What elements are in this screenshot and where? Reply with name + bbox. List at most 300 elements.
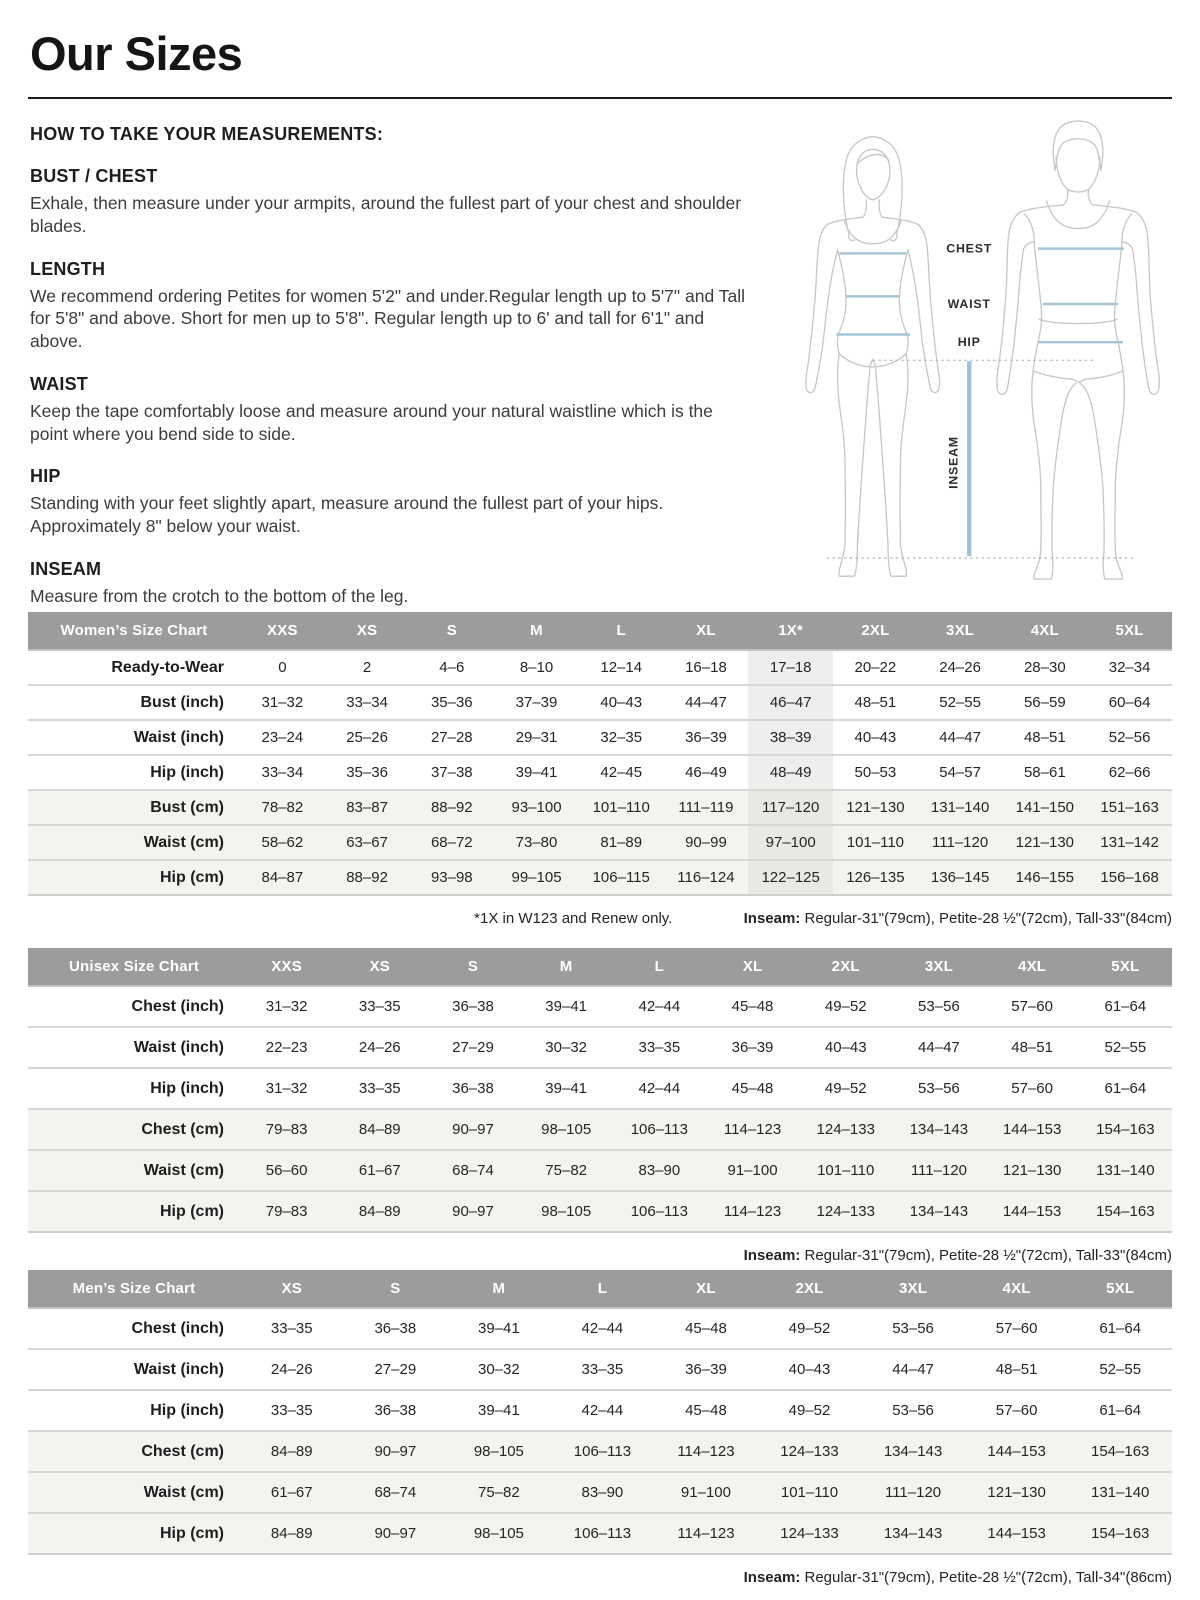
womens-inseam-note: Inseam: Regular-31"(79cm), Petite-28 ½"(72cm), Tall-33"(84cm) bbox=[743, 910, 1172, 927]
size-cell: 45–48 bbox=[731, 1080, 774, 1097]
size-cell: 27–28 bbox=[430, 729, 473, 746]
size-cell: 31–32 bbox=[261, 694, 304, 711]
table-header-row bbox=[28, 948, 1172, 986]
size-cell: 58–61 bbox=[1023, 764, 1066, 781]
size-cell: 144–153 bbox=[987, 1525, 1046, 1542]
size-cell: 131–140 bbox=[1096, 1162, 1155, 1179]
man-figure-outline bbox=[997, 121, 1160, 579]
size-cell: 52–55 bbox=[939, 694, 981, 711]
size-cell: 124–133 bbox=[780, 1443, 839, 1460]
mens-table-footnotes bbox=[28, 1569, 1172, 1586]
table-header-row bbox=[28, 612, 1172, 650]
size-cell: 45–48 bbox=[685, 1402, 727, 1419]
size-cell: 61–67 bbox=[358, 1162, 401, 1179]
size-cell: 35–36 bbox=[430, 694, 473, 711]
size-column-header: S bbox=[409, 612, 494, 650]
section-body-bust-chest: Exhale, then measure under your armpits, around the fullest part of your chest and shoulder blades. bbox=[30, 193, 742, 236]
table-row bbox=[28, 986, 1172, 1027]
size-cell: 98–105 bbox=[473, 1443, 524, 1460]
size-cell: 27–29 bbox=[374, 1361, 417, 1378]
size-cell: 121–130 bbox=[846, 799, 905, 816]
size-cell: 33–35 bbox=[358, 1080, 401, 1097]
size-cell: 33–35 bbox=[358, 998, 401, 1015]
size-cell: 49–52 bbox=[788, 1402, 831, 1419]
size-column-header: XL bbox=[706, 948, 799, 986]
womens-size-chart-section bbox=[28, 612, 1172, 927]
size-column-header: M bbox=[520, 948, 613, 986]
size-column-header: 3XL bbox=[918, 612, 1003, 650]
inseam-label: INSEAM bbox=[946, 436, 961, 489]
row-label: Hip (inch) bbox=[150, 763, 224, 781]
section-body-hip: Standing with your feet slightly apart, measure around the fullest part of your hips. Approximately 8" below your waist. bbox=[30, 493, 664, 536]
size-cell: 36–38 bbox=[374, 1320, 417, 1337]
size-cell: 106–115 bbox=[592, 869, 650, 886]
size-cell: 106–113 bbox=[630, 1203, 688, 1220]
size-column-header: XS bbox=[325, 612, 410, 650]
size-cell: 57–60 bbox=[995, 1320, 1038, 1337]
size-cell: 61–64 bbox=[1104, 1080, 1147, 1097]
waist-label: WAIST bbox=[947, 296, 991, 311]
table-row bbox=[28, 1349, 1172, 1390]
table-row bbox=[28, 1109, 1172, 1150]
size-cell: 42–44 bbox=[581, 1320, 624, 1337]
size-cell: 42–44 bbox=[638, 1080, 681, 1097]
size-column-header: 5XL bbox=[1087, 612, 1172, 650]
row-label: Waist (inch) bbox=[133, 1360, 224, 1378]
size-cell: 0 bbox=[278, 659, 287, 676]
row-label: Hip (inch) bbox=[150, 1401, 224, 1419]
size-cell: 106–113 bbox=[630, 1121, 688, 1138]
size-cell: 121–130 bbox=[987, 1484, 1046, 1501]
section-title-hip: HIP bbox=[30, 466, 61, 487]
how-to-heading: HOW TO TAKE YOUR MEASUREMENTS: bbox=[30, 124, 384, 144]
size-cell: 61–64 bbox=[1099, 1402, 1142, 1419]
size-cell: 42–44 bbox=[638, 998, 681, 1015]
size-cell: 114–123 bbox=[677, 1525, 735, 1542]
size-cell: 53–56 bbox=[918, 998, 960, 1015]
size-cell: 30–32 bbox=[478, 1361, 520, 1378]
table-row bbox=[28, 720, 1172, 755]
size-cell: 39–41 bbox=[545, 998, 588, 1015]
size-cell: 83–90 bbox=[581, 1484, 624, 1501]
size-cell: 33–34 bbox=[346, 694, 388, 711]
size-cell: 134–143 bbox=[883, 1525, 943, 1542]
size-cell: 78–82 bbox=[261, 799, 304, 816]
size-cell: 40–43 bbox=[824, 1039, 867, 1056]
size-column-header: 4XL bbox=[1002, 612, 1087, 650]
table-row bbox=[28, 755, 1172, 790]
size-cell: 28–30 bbox=[1023, 659, 1066, 676]
size-cell: 16–18 bbox=[685, 659, 727, 676]
size-cell: 81–89 bbox=[600, 834, 643, 851]
size-cell: 8–10 bbox=[519, 659, 554, 676]
size-cell: 124–133 bbox=[780, 1525, 839, 1542]
size-cell: 36–38 bbox=[452, 1080, 494, 1097]
size-column-header: 4XL bbox=[965, 1270, 1069, 1308]
size-cell: 61–64 bbox=[1099, 1320, 1142, 1337]
size-cell: 79–83 bbox=[265, 1203, 308, 1220]
size-cell: 91–100 bbox=[680, 1484, 731, 1501]
size-cell: 101–110 bbox=[817, 1162, 875, 1179]
size-cell: 75–82 bbox=[545, 1162, 588, 1179]
size-column-header: XL bbox=[654, 1270, 758, 1308]
size-cell: 117–120 bbox=[748, 790, 833, 825]
row-label: Waist (cm) bbox=[143, 833, 224, 851]
size-cell: 124–133 bbox=[816, 1203, 875, 1220]
size-cell: 144–153 bbox=[1002, 1203, 1062, 1220]
size-column-header: 5XL bbox=[1068, 1270, 1172, 1308]
size-column-header: S bbox=[426, 948, 519, 986]
row-label: Waist (inch) bbox=[133, 728, 224, 746]
size-cell: 99–105 bbox=[511, 869, 562, 886]
size-cell: 36–38 bbox=[452, 998, 494, 1015]
size-cell: 88–92 bbox=[430, 799, 473, 816]
size-cell: 131–140 bbox=[930, 799, 990, 816]
size-cell: 58–62 bbox=[261, 834, 304, 851]
size-column-header: XS bbox=[333, 948, 426, 986]
row-label: Chest (cm) bbox=[141, 1120, 224, 1138]
size-column-header: 2XL bbox=[799, 948, 892, 986]
size-cell: 93–98 bbox=[430, 869, 473, 886]
size-cell: 90–97 bbox=[452, 1203, 494, 1220]
size-cell: 38–39 bbox=[748, 720, 833, 755]
size-column-header: L bbox=[551, 1270, 655, 1308]
size-cell: 39–41 bbox=[478, 1402, 520, 1419]
row-label: Chest (inch) bbox=[131, 1319, 224, 1337]
size-cell: 121–130 bbox=[1002, 1162, 1062, 1179]
size-cell: 48–51 bbox=[854, 694, 897, 711]
size-cell: 40–43 bbox=[854, 729, 897, 746]
size-cell: 106–113 bbox=[573, 1443, 632, 1460]
size-cell: 31–32 bbox=[265, 1080, 308, 1097]
size-cell: 48–49 bbox=[748, 755, 833, 790]
size-cell: 84–89 bbox=[358, 1203, 401, 1220]
row-label: Chest (cm) bbox=[141, 1442, 224, 1460]
table-name-header: Men’s Size Chart bbox=[28, 1270, 240, 1308]
table-row bbox=[28, 860, 1172, 895]
size-cell: 57–60 bbox=[1011, 1080, 1053, 1097]
size-cell: 98–105 bbox=[541, 1203, 592, 1220]
size-cell: 101–110 bbox=[592, 799, 650, 816]
size-cell: 146–155 bbox=[1015, 869, 1075, 886]
size-cell: 98–105 bbox=[473, 1525, 524, 1542]
table-row bbox=[28, 1308, 1172, 1349]
size-cell: 68–74 bbox=[452, 1162, 494, 1179]
size-cell: 90–97 bbox=[374, 1443, 417, 1460]
size-cell: 33–35 bbox=[270, 1402, 313, 1419]
size-cell: 32–35 bbox=[600, 729, 643, 746]
table-row bbox=[28, 1150, 1172, 1191]
size-cell: 97–100 bbox=[748, 825, 833, 860]
woman-figure-outline bbox=[806, 137, 940, 576]
size-cell: 36–39 bbox=[685, 729, 727, 746]
measurement-lines bbox=[827, 249, 1136, 558]
size-cell: 32–34 bbox=[1108, 659, 1151, 676]
row-label: Bust (inch) bbox=[140, 693, 224, 711]
section-title-inseam: INSEAM bbox=[30, 558, 102, 579]
mens-size-chart-section bbox=[28, 1270, 1172, 1586]
size-cell: 44–47 bbox=[685, 694, 727, 711]
size-cell: 40–43 bbox=[788, 1361, 831, 1378]
size-cell: 68–74 bbox=[374, 1484, 417, 1501]
size-cell: 63–67 bbox=[346, 834, 388, 851]
size-cell: 2 bbox=[362, 659, 372, 676]
size-cell: 27–29 bbox=[452, 1039, 494, 1056]
size-cell: 44–47 bbox=[939, 729, 981, 746]
size-column-header: XXS bbox=[240, 612, 325, 650]
size-cell: 156–168 bbox=[1100, 869, 1159, 886]
size-cell: 84–89 bbox=[270, 1525, 313, 1542]
size-cell: 53–56 bbox=[892, 1320, 934, 1337]
size-cell: 111–120 bbox=[910, 1162, 967, 1179]
size-cell: 36–39 bbox=[731, 1039, 774, 1056]
size-cell: 91–100 bbox=[727, 1162, 778, 1179]
unisex-size-chart-table bbox=[28, 948, 1172, 1233]
table-row bbox=[28, 1390, 1172, 1431]
size-cell: 12–14 bbox=[600, 659, 643, 676]
row-label: Waist (cm) bbox=[143, 1161, 224, 1179]
size-cell: 131–140 bbox=[1090, 1484, 1150, 1501]
section-title-length: LENGTH bbox=[30, 258, 106, 279]
size-cell: 90–97 bbox=[452, 1121, 494, 1138]
section-title-bust-chest: BUST / CHEST bbox=[30, 166, 158, 186]
size-cell: 52–56 bbox=[1108, 729, 1151, 746]
size-cell: 56–59 bbox=[1023, 694, 1066, 711]
size-cell: 44–47 bbox=[918, 1039, 960, 1056]
size-cell: 46–49 bbox=[685, 764, 727, 781]
unisex-inseam-note: Inseam: Regular-31"(79cm), Petite-28 ½"(72cm), Tall-33"(84cm) bbox=[743, 1247, 1172, 1264]
size-cell: 36–38 bbox=[374, 1402, 417, 1419]
size-cell: 154–163 bbox=[1090, 1443, 1150, 1460]
table-row bbox=[28, 790, 1172, 825]
size-cell: 42–44 bbox=[581, 1402, 624, 1419]
size-column-header: 4XL bbox=[986, 948, 1079, 986]
size-cell: 53–56 bbox=[892, 1402, 934, 1419]
size-column-header: M bbox=[447, 1270, 551, 1308]
size-cell: 33–34 bbox=[261, 764, 304, 781]
size-cell: 124–133 bbox=[816, 1121, 875, 1138]
row-label: Hip (cm) bbox=[160, 1524, 224, 1542]
size-cell: 42–45 bbox=[600, 764, 643, 781]
title-divider bbox=[28, 97, 1172, 99]
table-row bbox=[28, 1513, 1172, 1554]
size-cell: 29–31 bbox=[515, 729, 558, 746]
size-cell: 121–130 bbox=[1015, 834, 1075, 851]
size-cell: 4–6 bbox=[439, 659, 465, 676]
table-row bbox=[28, 1191, 1172, 1232]
size-cell: 61–67 bbox=[270, 1484, 313, 1501]
row-label: Waist (inch) bbox=[133, 1038, 224, 1056]
measurement-diagram bbox=[782, 102, 1164, 590]
size-cell: 48–51 bbox=[1011, 1039, 1053, 1056]
size-column-header: 2XL bbox=[833, 612, 918, 650]
row-label: Ready-to-Wear bbox=[111, 658, 224, 676]
size-cell: 31–32 bbox=[265, 998, 308, 1015]
size-column-header: XL bbox=[664, 612, 749, 650]
section-body-inseam: Measure from the crotch to the bottom of the leg. bbox=[30, 585, 409, 606]
size-cell: 83–87 bbox=[346, 799, 388, 816]
table-row bbox=[28, 825, 1172, 860]
table-row bbox=[28, 1431, 1172, 1472]
size-cell: 79–83 bbox=[265, 1121, 308, 1138]
size-cell: 39–41 bbox=[515, 764, 558, 781]
size-cell: 49–52 bbox=[824, 1080, 867, 1097]
section-title-waist: WAIST bbox=[30, 373, 88, 394]
size-cell: 53–56 bbox=[918, 1080, 960, 1097]
hip-label: HIP bbox=[957, 335, 981, 349]
womens-table-footnotes bbox=[28, 910, 1172, 927]
size-cell: 151–163 bbox=[1100, 799, 1159, 816]
row-label: Chest (inch) bbox=[131, 997, 224, 1015]
row-label: Bust (cm) bbox=[150, 798, 224, 816]
size-cell: 46–47 bbox=[748, 685, 833, 720]
size-cell: 68–72 bbox=[430, 834, 473, 851]
size-cell: 24–26 bbox=[358, 1039, 401, 1056]
size-cell: 111–120 bbox=[884, 1484, 942, 1501]
size-cell: 114–123 bbox=[723, 1121, 782, 1138]
size-cell: 22–23 bbox=[265, 1039, 308, 1056]
size-cell: 122–125 bbox=[748, 860, 833, 895]
size-cell: 30–32 bbox=[545, 1039, 588, 1056]
measurement-instructions bbox=[30, 124, 745, 608]
size-cell: 36–39 bbox=[685, 1361, 727, 1378]
size-cell: 84–87 bbox=[261, 869, 304, 886]
size-cell: 114–123 bbox=[723, 1203, 782, 1220]
row-label: Waist (cm) bbox=[143, 1483, 224, 1501]
size-cell: 48–51 bbox=[1023, 729, 1066, 746]
size-cell: 116–124 bbox=[677, 869, 735, 886]
size-cell: 25–26 bbox=[346, 729, 388, 746]
row-label: Hip (cm) bbox=[160, 868, 224, 886]
size-column-header: 3XL bbox=[861, 1270, 965, 1308]
size-cell: 93–100 bbox=[511, 799, 562, 816]
size-cell: 54–57 bbox=[939, 764, 981, 781]
size-cell: 136–145 bbox=[930, 869, 990, 886]
size-cell: 45–48 bbox=[685, 1320, 727, 1337]
size-cell: 33–35 bbox=[581, 1361, 624, 1378]
table-row bbox=[28, 650, 1172, 685]
size-cell: 88–92 bbox=[346, 869, 388, 886]
womens-size-chart-table bbox=[28, 612, 1172, 896]
size-cell: 57–60 bbox=[995, 1402, 1038, 1419]
size-cell: 134–143 bbox=[883, 1443, 943, 1460]
size-cell: 33–35 bbox=[638, 1039, 681, 1056]
size-cell: 84–89 bbox=[270, 1443, 313, 1460]
size-cell: 37–39 bbox=[515, 694, 558, 711]
size-cell: 52–55 bbox=[1099, 1361, 1142, 1378]
size-cell: 60–64 bbox=[1108, 694, 1151, 711]
size-cell: 17–18 bbox=[748, 650, 833, 685]
size-cell: 35–36 bbox=[346, 764, 388, 781]
table-name-header: Women’s Size Chart bbox=[28, 612, 240, 650]
size-cell: 98–105 bbox=[541, 1121, 592, 1138]
size-cell: 144–153 bbox=[1002, 1121, 1062, 1138]
size-cell: 134–143 bbox=[909, 1121, 969, 1138]
table-name-header: Unisex Size Chart bbox=[28, 948, 240, 986]
chest-label: CHEST bbox=[946, 241, 993, 256]
size-cell: 83–90 bbox=[638, 1162, 681, 1179]
size-cell: 39–41 bbox=[478, 1320, 520, 1337]
size-cell: 39–41 bbox=[545, 1080, 588, 1097]
size-cell: 111–120 bbox=[932, 834, 989, 851]
size-cell: 45–48 bbox=[731, 998, 774, 1015]
size-cell: 49–52 bbox=[824, 998, 867, 1015]
size-cell: 134–143 bbox=[909, 1203, 969, 1220]
size-cell: 48–51 bbox=[995, 1361, 1038, 1378]
size-cell: 154–163 bbox=[1090, 1525, 1150, 1542]
size-cell: 126–135 bbox=[846, 869, 905, 886]
size-column-header: XXS bbox=[240, 948, 333, 986]
size-cell: 20–22 bbox=[854, 659, 897, 676]
size-column-header: 1X* bbox=[748, 612, 833, 650]
row-label: Hip (cm) bbox=[160, 1202, 224, 1220]
size-cell: 73–80 bbox=[515, 834, 558, 851]
size-cell: 23–24 bbox=[261, 729, 304, 746]
size-cell: 131–142 bbox=[1100, 834, 1159, 851]
size-cell: 154–163 bbox=[1096, 1121, 1155, 1138]
size-cell: 141–150 bbox=[1015, 799, 1075, 816]
size-column-header: XS bbox=[240, 1270, 344, 1308]
table-row bbox=[28, 685, 1172, 720]
mens-size-chart-table bbox=[28, 1270, 1172, 1555]
one-x-footnote: *1X in W123 and Renew only. bbox=[474, 910, 673, 927]
size-cell: 75–82 bbox=[478, 1484, 520, 1501]
size-cell: 44–47 bbox=[892, 1361, 934, 1378]
unisex-table-footnotes bbox=[28, 1247, 1172, 1264]
table-row bbox=[28, 1027, 1172, 1068]
size-cell: 49–52 bbox=[788, 1320, 831, 1337]
row-label: Hip (inch) bbox=[150, 1079, 224, 1097]
size-cell: 106–113 bbox=[573, 1525, 632, 1542]
table-row bbox=[28, 1472, 1172, 1513]
size-cell: 84–89 bbox=[358, 1121, 401, 1138]
size-cell: 24–26 bbox=[270, 1361, 313, 1378]
size-cell: 154–163 bbox=[1096, 1203, 1155, 1220]
size-column-header: S bbox=[344, 1270, 448, 1308]
size-cell: 101–110 bbox=[780, 1484, 839, 1501]
mens-inseam-note: Inseam: Regular-31"(79cm), Petite-28 ½"(72cm), Tall-34"(86cm) bbox=[743, 1569, 1172, 1586]
size-cell: 90–97 bbox=[374, 1525, 417, 1542]
table-row bbox=[28, 1068, 1172, 1109]
size-cell: 37–38 bbox=[430, 764, 473, 781]
size-column-header: L bbox=[613, 948, 706, 986]
size-cell: 62–66 bbox=[1108, 764, 1151, 781]
section-body-waist: Keep the tape comfortably loose and measure around your natural waistline which is the point where you bend side to side. bbox=[30, 400, 713, 444]
size-cell: 50–53 bbox=[854, 764, 897, 781]
size-cell: 101–110 bbox=[846, 834, 905, 851]
size-cell: 33–35 bbox=[270, 1320, 313, 1337]
size-column-header: M bbox=[494, 612, 579, 650]
size-column-header: 2XL bbox=[758, 1270, 862, 1308]
size-cell: 57–60 bbox=[1011, 998, 1053, 1015]
size-column-header: L bbox=[579, 612, 664, 650]
size-cell: 52–55 bbox=[1104, 1039, 1147, 1056]
size-cell: 144–153 bbox=[987, 1443, 1046, 1460]
size-cell: 40–43 bbox=[600, 694, 643, 711]
table-header-row bbox=[28, 1270, 1172, 1308]
size-cell: 90–99 bbox=[685, 834, 727, 851]
size-cell: 56–60 bbox=[265, 1162, 308, 1179]
size-cell: 24–26 bbox=[939, 659, 981, 676]
size-column-header: 5XL bbox=[1079, 948, 1172, 986]
size-column-header: 3XL bbox=[892, 948, 985, 986]
size-cell: 114–123 bbox=[677, 1443, 735, 1460]
page-title: Our Sizes bbox=[30, 27, 243, 80]
size-cell: 61–64 bbox=[1104, 998, 1147, 1015]
size-cell: 111–119 bbox=[678, 799, 734, 816]
unisex-size-chart-section bbox=[28, 948, 1172, 1264]
section-body-length: We recommend ordering Petites for women 5'2" and under.Regular length up to 5'7" and Tall for 5'8" and above. Short for men up to 5'8". Regular length up to 6' and tall for 6'1" and above. bbox=[30, 285, 745, 351]
